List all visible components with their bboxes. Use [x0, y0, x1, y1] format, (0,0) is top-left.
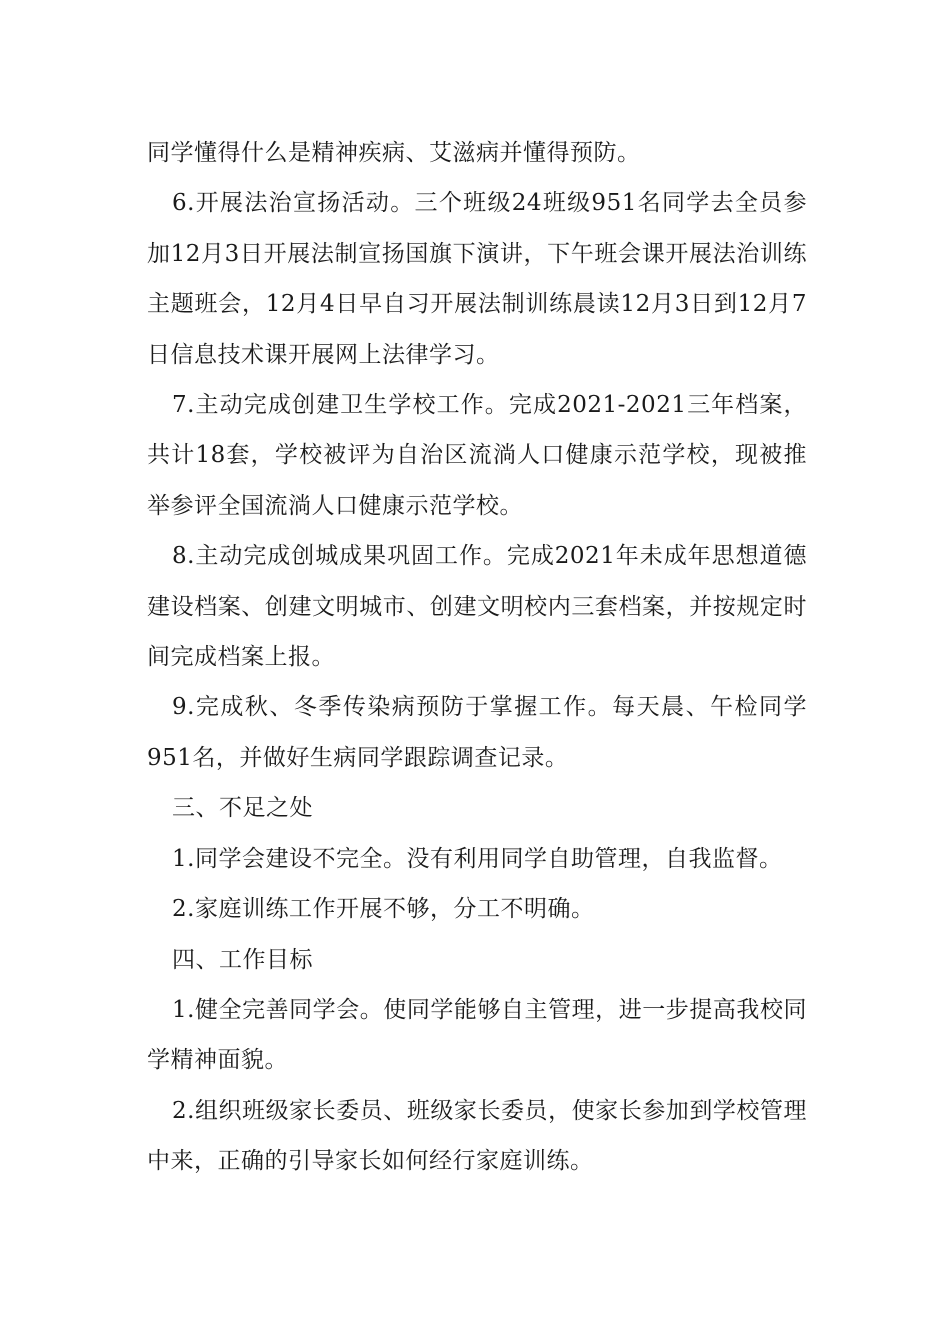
section-heading-shortcomings: 三、不足之处: [172, 795, 313, 822]
paragraph-goal-2: 2.组织班级家长委员、班级家长委员，使家长参加到学校管理中来，正确的引导家长如何经行家庭训练。: [147, 1097, 807, 1175]
paragraph-continuation: 同学懂得什么是精神疾病、艾滋病并懂得预防。: [147, 140, 641, 166]
paragraph-shortcoming-1: 1.同学会建设不完全。没有利用同学自助管理，自我监督。: [172, 845, 783, 872]
paragraph-item-7: 7.主动完成创建卫生学校工作。完成2021-2021三年档案，共计18套，学校被评为自治区流淌人口健康示范学校，现被推举参评全国流淌人口健康示范学校。: [147, 392, 807, 519]
paragraph-shortcoming-2: 2.家庭训练工作开展不够，分工不明确。: [172, 896, 595, 923]
document-body: [147, 128, 807, 1187]
section-heading-goals: 四、工作目标: [172, 946, 313, 973]
paragraph-item-6: 6.开展法治宣扬活动。三个班级24班级951名同学去全员参加12月3日开展法制宣扬国旗下演讲，下午班会课开展法治训练主题班会，12月4日早自习开展法制训练晨读12月3日到12月7日信息技术课开展网上法律学习。: [147, 190, 807, 368]
paragraph-item-9: 9.完成秋、冬季传染病预防于掌握工作。每天晨、午检同学951名，并做好生病同学跟踪调查记录。: [147, 694, 807, 771]
paragraph-goal-1: 1.健全完善同学会。使同学能够自主管理，进一步提高我校同学精神面貌。: [147, 996, 807, 1074]
paragraph-item-8: 8.主动完成创城成果巩固工作。完成2021年未成年思想道德建设档案、创建文明城市、创建文明校内三套档案，并按规定时间完成档案上报。: [147, 543, 807, 671]
